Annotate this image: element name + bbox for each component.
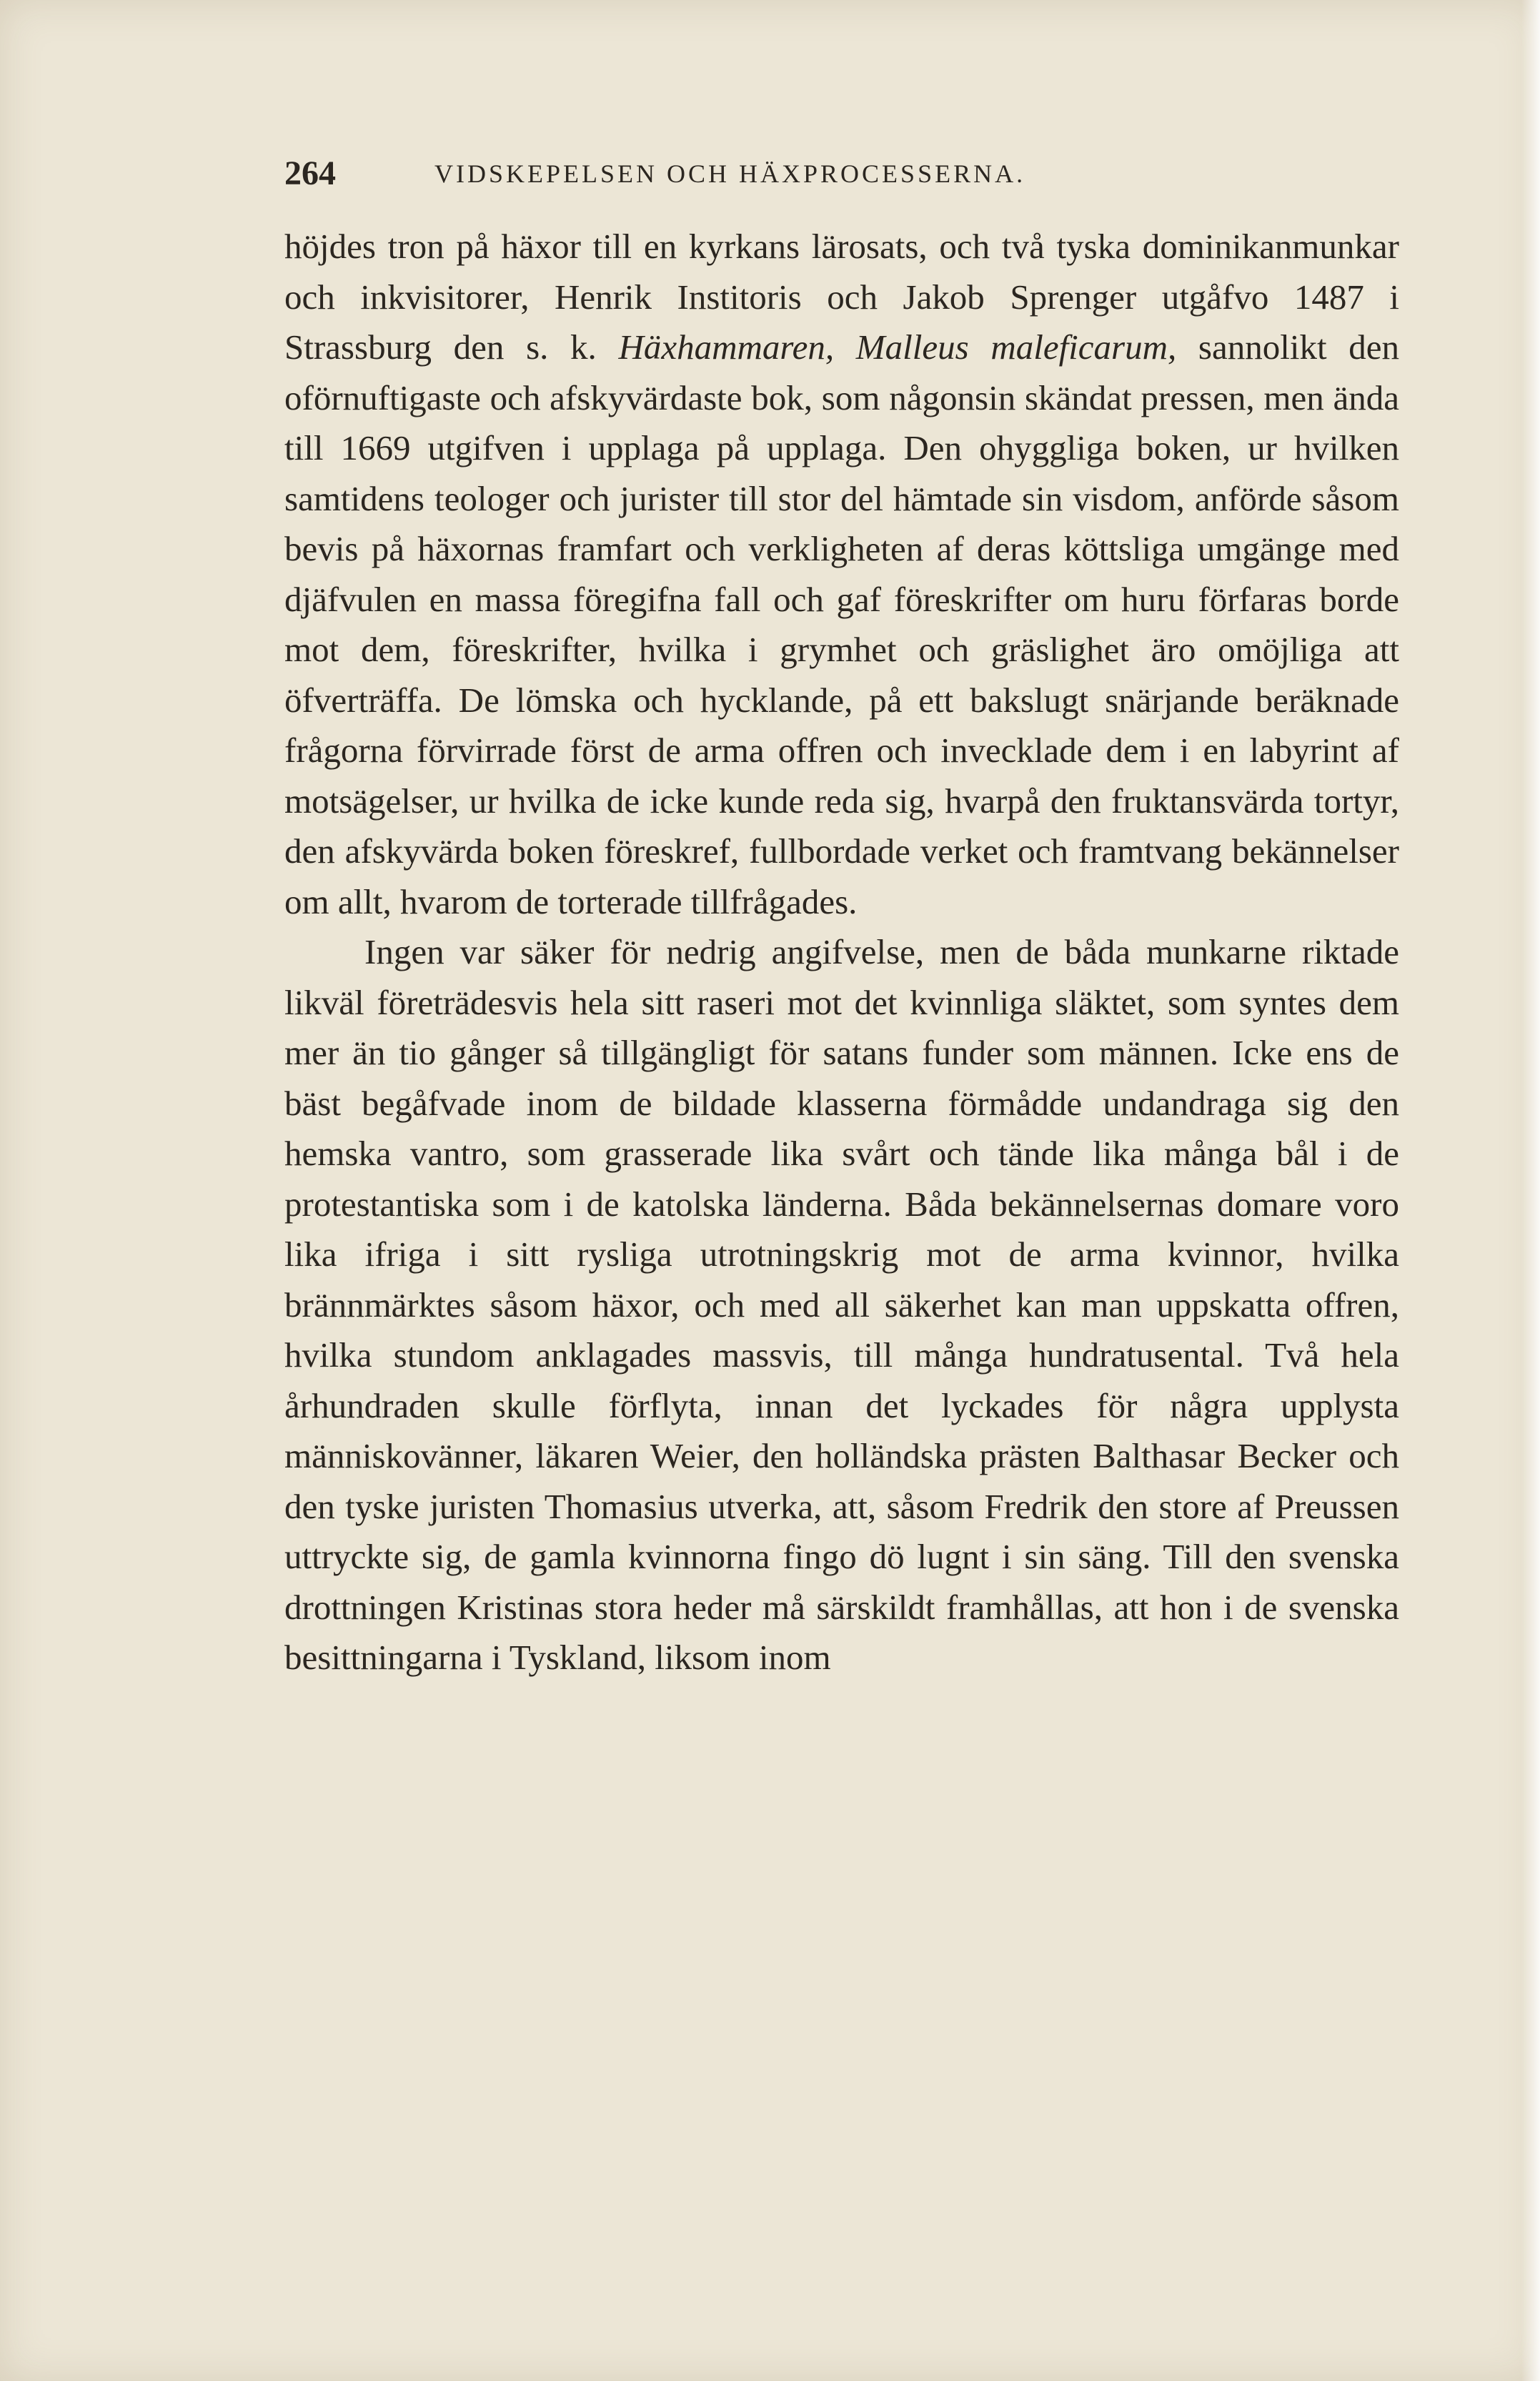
running-head [284,149,1406,199]
paragraph-2: Ingen var säker för nedrig angifvelse, men de båda munkarne riktade likväl företrädesvis hela sitt raseri mot det kvinnliga släktet, som syntes dem mer än tio gånger så tillgängligt för satans funder som männen. Icke ens de bäst begåfvade inom de bildade klasserna förmådde undandraga sig den hemska vantro, som grasserade lika svårt och tände lika många bål i de protestantiska som i de katolska länderna. Båda bekännelsernas domare voro lika ifriga i sitt rysliga utrotningskrig mot de arma kvinnor, hvilka brännmärktes såsom häxor, och med all säkerhet kan man uppskatta offren, hvilka stundom anklagades massvis, till många hundratusental. Två hela århundraden skulle förflyta, innan det lyckades för några upplysta människovänner, läkaren Weier, den holländska prästen Balthasar Becker och den tyske juristen Thomasius utverka, att, såsom Fredrik den store af Preussen uttryckte sig, de gamla kvinnorna fingo dö lugnt i sin säng. Till den svenska drottningen Kristinas stora heder må särskildt framhållas, att hon i de svenska besittningarna i Tyskland, liksom inom [284,932,1399,1677]
paragraph-1-text-a: höjdes tron på häxor till en kyrkans lärosats, och två tyska dominikanmunkar och inkvisitorer, Henrik Institoris och Jakob Sprenger utgåfvo 1487 i Strassburg den s. k. [284,227,1399,367]
body-text [284,222,1399,1683]
book-title-latin: Malleus maleficarum, [855,327,1177,367]
paragraph-1 [284,222,1399,927]
page-number: 264 [284,154,336,192]
running-head-title: VIDSKEPELSEN OCH HÄXPROCESSERNA. [434,159,1026,188]
book-title-swedish: Häxhammaren, [618,327,835,367]
paragraph-1-text-b: sannolikt den oförnuftigaste och afskyvärdaste bok, som någonsin skändat pressen, men ända till 1669 utgifven i upplaga på upplaga. Den ohyggliga boken, ur hvilken samtidens teologer och jurister till stor del hämtade sin visdom, anförde såsom bevis på häxornas framfart och verkligheten af deras köttsliga umgänge med djäfvulen en massa föregifna fall och gaf föreskrifter om huru förfaras borde mot dem, föreskrifter, hvilka i grymhet och gräslighet äro omöjliga att öfverträffa. De lömska och hycklande, på ett bakslugt snärjande beräknade frågorna förvirrade först de arma offren och invecklade dem i en labyrint af motsägelser, ur hvilka de icke kunde reda sig, hvarpå den fruktansvärda tortyr, den afskyvärda boken föreskref, fullbordade verket och framtvang bekännelser om allt, hvarom de torterade tillfrågades. [284,327,1399,921]
